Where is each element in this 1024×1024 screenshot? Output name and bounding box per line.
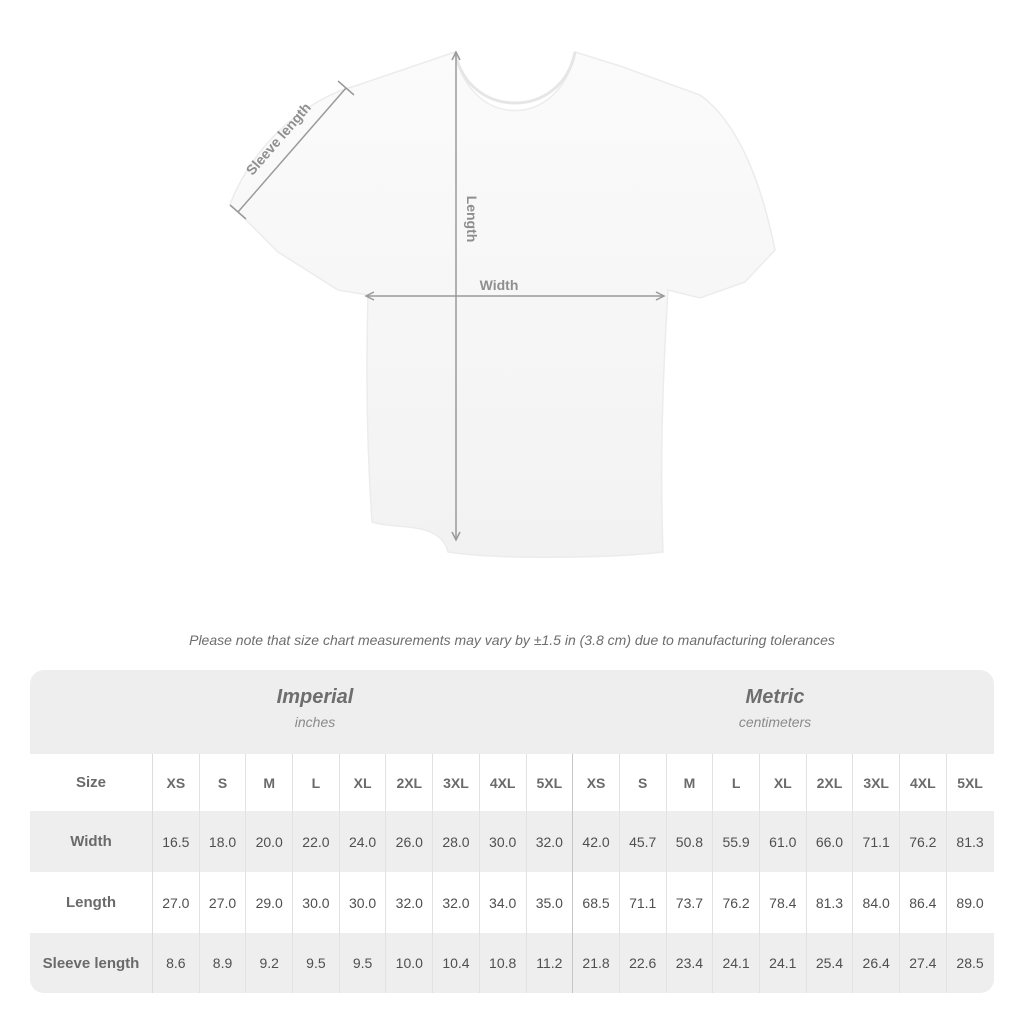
imperial-length-cell: 32.0	[386, 872, 433, 933]
metric-length-cell: 73.7	[667, 872, 714, 933]
metric-sleeve-cell: 28.5	[956, 955, 984, 971]
metric-sleeve-cell: 22.6	[620, 933, 667, 993]
metric-header	[574, 670, 976, 754]
row-label-length: Length	[30, 872, 153, 933]
imperial-sleeve-cell: 10.0	[386, 933, 433, 993]
imperial-length-cell: 30.0	[340, 872, 387, 933]
metric-width-cell: 61.0	[760, 811, 807, 872]
metric-unit: centimeters	[738, 714, 812, 730]
metric-sleeve-cell: 24.1	[760, 933, 807, 993]
imperial-length-cell: 27.0	[200, 872, 247, 933]
metric-sleeve-cell: 27.4	[900, 933, 947, 993]
metric-length-cell: 84.0	[853, 872, 900, 933]
imperial-unit: inches	[294, 714, 336, 730]
imperial-width-cell: 30.0	[480, 811, 527, 872]
size-header-cell: 3XL	[853, 754, 900, 811]
imperial-sleeve-cell: 9.5	[340, 933, 387, 993]
imperial-length-cell: 30.0	[293, 872, 340, 933]
width-label: Width	[479, 277, 519, 293]
length-row	[30, 872, 994, 933]
imperial-sleeve-cell: 10.4	[433, 933, 480, 993]
length-cells	[153, 872, 994, 933]
size-header-cell: M	[667, 754, 714, 811]
imperial-title: Imperial	[276, 686, 354, 708]
imperial-sleeve-cell: 8.9	[200, 933, 247, 993]
metric-length-cell: 86.4	[900, 872, 947, 933]
imperial-header	[152, 670, 478, 754]
length-label: Length	[464, 195, 480, 243]
imperial-sleeve-cell: 11.2	[527, 933, 574, 993]
size-cells	[153, 754, 994, 811]
imperial-sleeve-cell: 9.2	[246, 933, 293, 993]
size-header-cell: XL	[760, 754, 807, 811]
size-header-cell: 4XL	[480, 754, 527, 811]
size-header-cell: 2XL	[807, 754, 854, 811]
row-label-size: Size	[30, 754, 153, 811]
imperial-sleeve-cell: 8.6	[153, 933, 200, 993]
sleeve-row	[30, 933, 994, 993]
imperial-width-cell: 22.0	[293, 811, 340, 872]
metric-width-cell: 55.9	[713, 811, 760, 872]
imperial-sleeve-cell: 10.8	[480, 933, 527, 993]
metric-width-cell: 45.7	[620, 811, 667, 872]
imperial-length-cell: 34.0	[480, 872, 527, 933]
width-row	[30, 811, 994, 872]
imperial-width-cell: 32.0	[527, 811, 574, 872]
row-label-width: Width	[30, 811, 153, 872]
metric-width-cell: 81.3	[956, 833, 984, 850]
size-header-cell: 4XL	[900, 754, 947, 811]
tolerance-note: Please note that size chart measurements may vary by ±1.5 in (3.8 cm) due to manufacturing tolerances	[189, 632, 835, 648]
imperial-width-cell: 24.0	[340, 811, 387, 872]
size-header-cell: XL	[340, 754, 387, 811]
size-row	[30, 754, 994, 811]
size-header-cell: 5XL	[957, 774, 983, 791]
metric-length-cell: 89.0	[956, 894, 984, 911]
size-header-cell: L	[713, 754, 760, 811]
metric-sleeve-cell: 23.4	[667, 933, 714, 993]
imperial-width-cell: 28.0	[433, 811, 480, 872]
size-header-cell: S	[620, 754, 667, 811]
imperial-length-cell: 32.0	[433, 872, 480, 933]
metric-width-cell: 50.8	[667, 811, 714, 872]
imperial-width-cell: 18.0	[200, 811, 247, 872]
metric-sleeve-cell: 24.1	[713, 933, 760, 993]
imperial-length-cell: 29.0	[246, 872, 293, 933]
size-chart-table	[30, 670, 994, 993]
row-label-sleeve: Sleeve length	[30, 933, 153, 993]
size-header-cell: 5XL	[527, 754, 574, 811]
sleeve-cells	[153, 933, 994, 993]
size-header-cell: 3XL	[433, 754, 480, 811]
metric-width-cell: 71.1	[853, 811, 900, 872]
metric-width-cell: 66.0	[807, 811, 854, 872]
metric-sleeve-cell: 21.8	[573, 933, 620, 993]
metric-sleeve-cell: 26.4	[853, 933, 900, 993]
sleeve-length-label: Sleeve length	[242, 99, 314, 179]
size-header-cell: 2XL	[386, 754, 433, 811]
metric-length-cell: 76.2	[713, 872, 760, 933]
metric-length-cell: 78.4	[760, 872, 807, 933]
size-header-cell: S	[200, 754, 247, 811]
size-header-cell: XS	[153, 754, 200, 811]
imperial-length-cell: 27.0	[153, 872, 200, 933]
imperial-width-cell: 20.0	[246, 811, 293, 872]
size-header-cell: M	[246, 754, 293, 811]
width-cells	[153, 811, 994, 872]
imperial-width-cell: 16.5	[153, 811, 200, 872]
imperial-length-cell: 35.0	[527, 872, 574, 933]
metric-width-cell: 42.0	[573, 811, 620, 872]
size-header-cell: L	[293, 754, 340, 811]
metric-length-cell: 81.3	[807, 872, 854, 933]
metric-title: Metric	[745, 686, 805, 708]
metric-length-cell: 68.5	[573, 872, 620, 933]
metric-length-cell: 71.1	[620, 872, 667, 933]
imperial-width-cell: 26.0	[386, 811, 433, 872]
imperial-sleeve-cell: 9.5	[293, 933, 340, 993]
metric-width-cell: 76.2	[900, 811, 947, 872]
metric-sleeve-cell: 25.4	[807, 933, 854, 993]
size-header-cell: XS	[573, 754, 620, 811]
